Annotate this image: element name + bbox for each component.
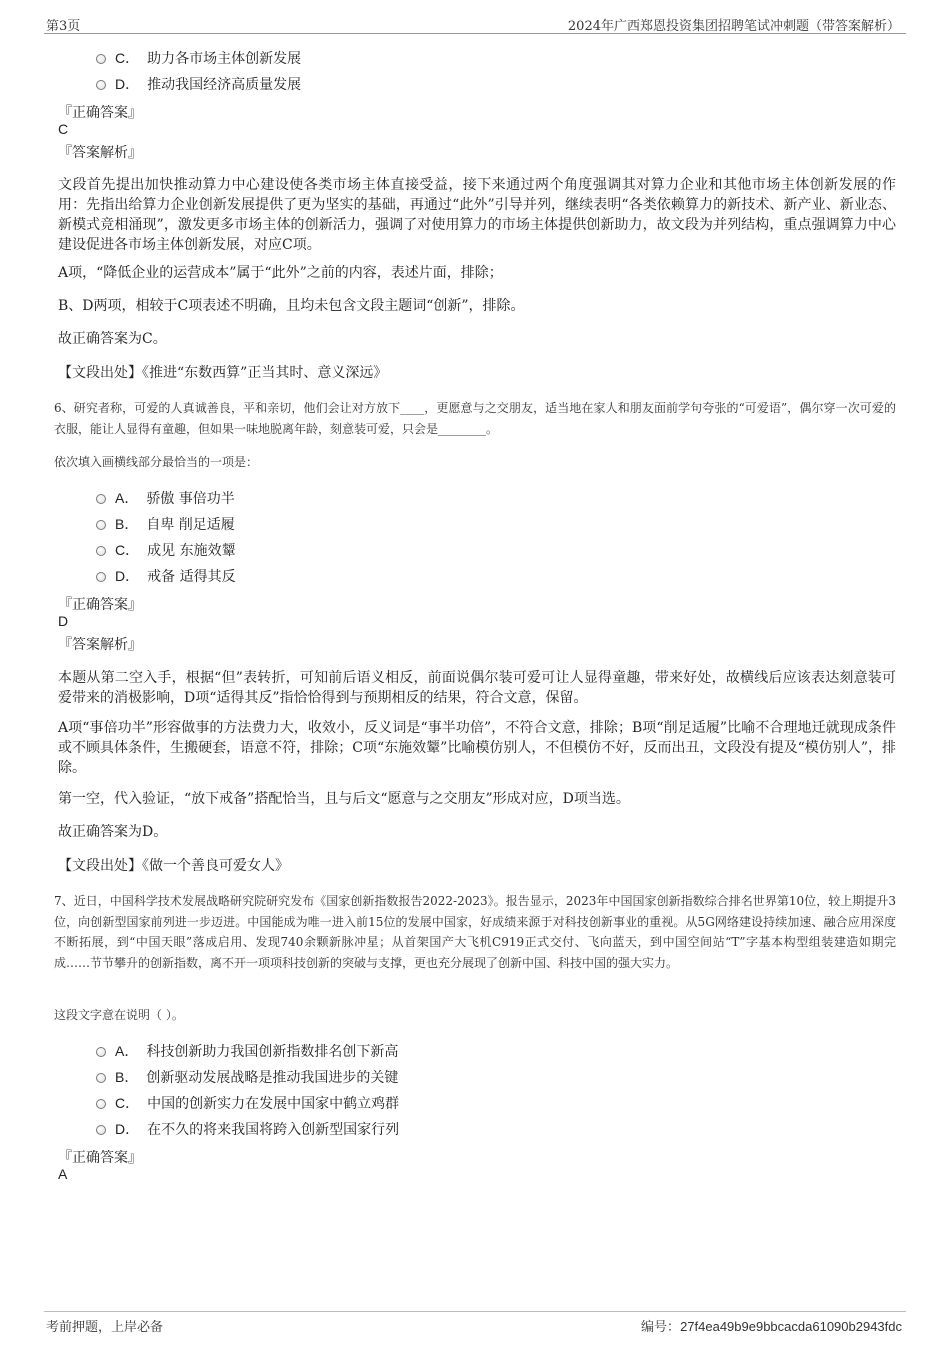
q5-analysis-label: 『答案解析』 xyxy=(58,145,142,161)
q6-source: 【文段出处】《做一个善良可爱女人》 xyxy=(58,858,289,874)
radio-icon[interactable] xyxy=(96,1073,106,1083)
q5-source: 【文段出处】《推进“东数西算”正当其时、意义深远》 xyxy=(58,365,388,381)
radio-icon[interactable] xyxy=(96,54,106,64)
radio-icon[interactable] xyxy=(96,546,106,556)
q6-analysis-paragraph: 第一空，代入验证，“放下戒备”搭配恰当，且与后文“愿意与之交朋友”形成对应，D项当选。 xyxy=(58,791,630,807)
q6-analysis-paragraph: A项“事倍功半”形容做事的方法费力大，收效小，反义词是“事半功倍”，不符合文意，排除；B项“削足适履”比喻不合理地迁就现成条件或不顾具体条件，生搬硬套，语意不符，排除；C项“东施效颦”比喻模仿别人，不但模仿不好，反而出丑，文段没有提及“模仿别人”，排除。 xyxy=(58,720,896,776)
q6-option-c[interactable]: C． 成见 东施效颦 xyxy=(96,540,236,560)
page-number: 第3页 xyxy=(46,19,81,34)
q5-option-d[interactable]: D． 推动我国经济高质量发展 xyxy=(96,74,301,94)
footer-slogan: 考前押题，上岸必备 xyxy=(46,1320,164,1335)
q7-prompt: 这段文字意在说明（ ）。 xyxy=(54,1008,184,1022)
q5-final-answer: 故正确答案为C。 xyxy=(58,331,167,347)
q6-analysis-paragraph: 本题从第二空入手，根据“但”表转折，可知前后语义相反，前面说偶尔装可爱可让人显得童趣，带来好处，故横线后应该表达刻意装可爱带来的消极影响，D项“适得其反”指恰恰得到与预期相反的结果，符合文意，保留。 xyxy=(58,670,896,706)
q7-answer: A xyxy=(58,1166,68,1182)
q7-option-c[interactable]: C． 中国的创新实力在发展中国家中鹤立鸡群 xyxy=(96,1093,399,1113)
q7-stem: 7、近日，中国科学技术发展战略研究院研究发布《国家创新指数报告2022-2023》。报告显示，2023年中国国家创新指数综合排名世界第10位，较上期提升3位，向创新型国家前列进一步迈进。中国能成为唯一进入前15位的发展中国家，好成绩来源于对科技创新事业的重视。从5G网络建设持续加速、融合应用深度不断拓展，到“中国天眼”落成启用、发现740余颗新脉冲星；从首架国产大飞机C919正式交付、飞向蓝天，到中国空间站“T”字基本构型组装建造如期完成……节节攀升的创新指数，离不开一项项科技创新的突破与支撑，更也充分展现了创新中国、科技中国的强大实力。 xyxy=(54,894,896,970)
page-header xyxy=(44,14,906,34)
q7-answer-label: 『正确答案』 xyxy=(58,1150,142,1166)
q6-analysis-label: 『答案解析』 xyxy=(58,637,142,653)
radio-icon[interactable] xyxy=(96,494,106,504)
q5-analysis-paragraph: A项，“降低企业的运营成本”属于“此外”之前的内容，表述片面，排除； xyxy=(58,265,503,281)
document-code: 编号：27f4ea49b9e9bbcacda61090b2943fdc xyxy=(641,1319,902,1335)
document-title: 2024年广西郑恩投资集团招聘笔试冲刺题（带答案解析） xyxy=(567,19,900,34)
q5-option-c[interactable]: C． 助力各市场主体创新发展 xyxy=(96,48,301,68)
radio-icon[interactable] xyxy=(96,1099,106,1109)
q5-analysis-paragraph: B、D两项，相较于C项表述不明确，且均未包含文段主题词“创新”，排除。 xyxy=(58,298,525,314)
q7-option-a[interactable]: A． 科技创新助力我国创新指数排名创下新高 xyxy=(96,1041,398,1061)
radio-icon[interactable] xyxy=(96,80,106,90)
page-footer xyxy=(44,1311,906,1336)
radio-icon[interactable] xyxy=(96,1047,106,1057)
q5-answer: C xyxy=(58,121,69,137)
q7-option-d[interactable]: D． 在不久的将来我国将跨入创新型国家行列 xyxy=(96,1119,399,1139)
q6-option-b[interactable]: B． 自卑 削足适履 xyxy=(96,514,235,534)
q7-option-b[interactable]: B． 创新驱动发展战略是推动我国进步的关键 xyxy=(96,1067,398,1087)
q5-answer-label: 『正确答案』 xyxy=(58,105,142,121)
q6-option-d[interactable]: D． 戒备 适得其反 xyxy=(96,566,236,586)
radio-icon[interactable] xyxy=(96,1125,106,1135)
q6-answer-label: 『正确答案』 xyxy=(58,597,142,613)
q6-final-answer: 故正确答案为D。 xyxy=(58,824,168,840)
q6-prompt: 依次填入画横线部分最恰当的一项是： xyxy=(54,455,259,469)
q5-analysis-paragraph: 文段首先提出加快推动算力中心建设使各类市场主体直接受益，接下来通过两个角度强调其对算力企业和其他市场主体创新发展的作用：先指出给算力企业创新发展提供了更为坚实的基础，再通过“此外”引导并列，继续表明“各类依赖算力的新技术、新产业、新业态、新模式竞相涌现”，激发更多市场主体的创新活力，强调了对使用算力的市场主体提供创新助力，故文段为并列结构，重点强调算力中心建设促进各市场主体创新发展，对应C项。 xyxy=(58,177,896,253)
radio-icon[interactable] xyxy=(96,520,106,530)
q6-stem: 6、研究者称，可爱的人真诚善良，平和亲切，他们会让对方放下____，更愿意与之交朋友，适当地在家人和朋友面前学句夸张的“可爱语”，偶尔穿一次可爱的衣服，能让人显得有童趣，但如果一味地脱离年龄，刻意装可爱，只会是________。 xyxy=(54,401,896,436)
q6-option-a[interactable]: A． 骄傲 事倍功半 xyxy=(96,488,235,508)
q6-answer: D xyxy=(58,613,69,629)
radio-icon[interactable] xyxy=(96,572,106,582)
